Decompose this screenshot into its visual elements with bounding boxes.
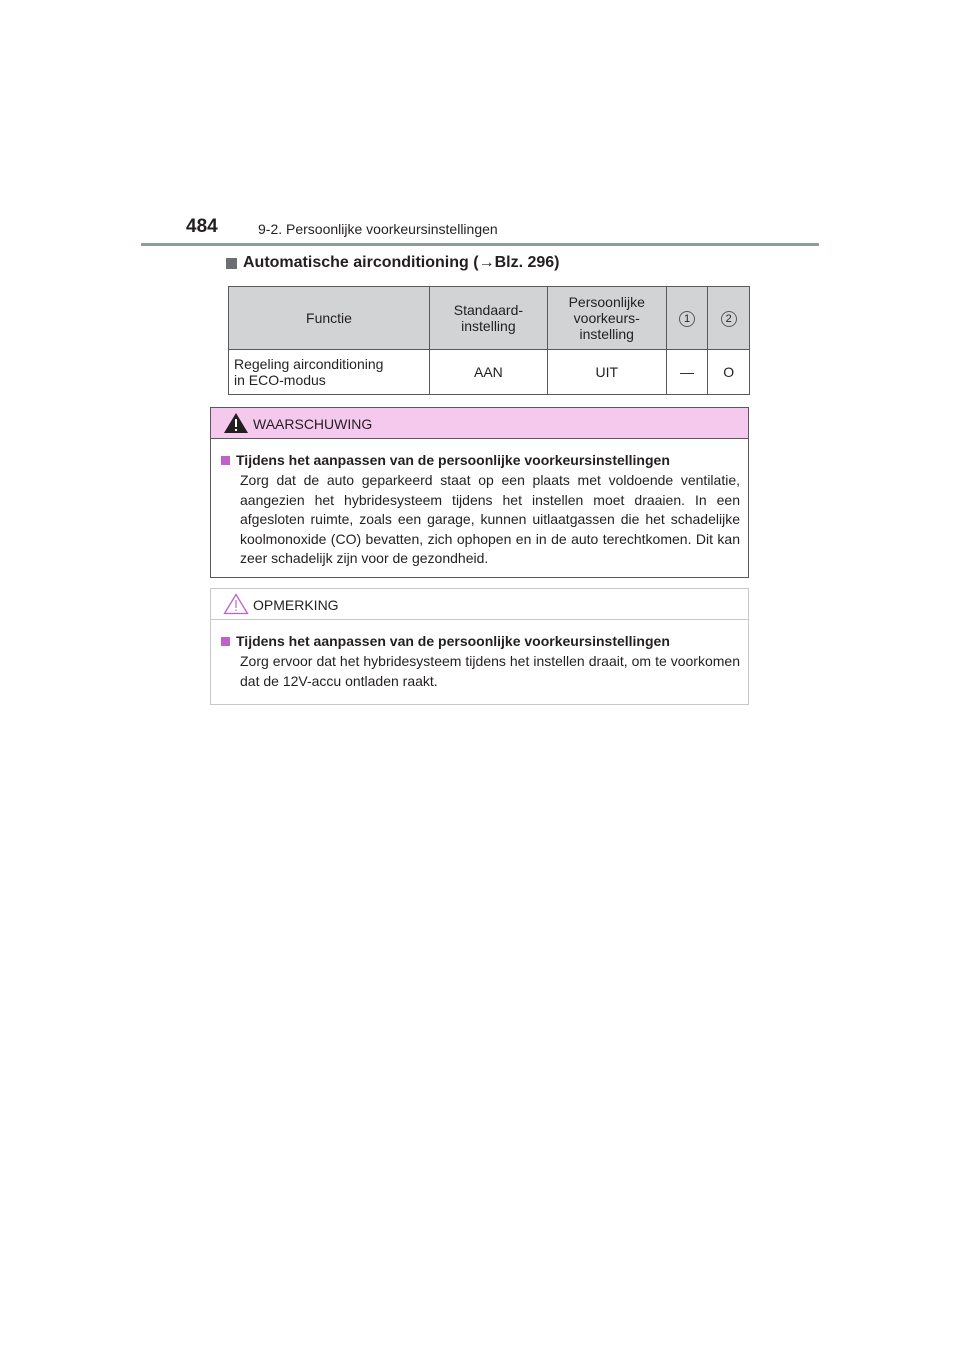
warning-box bbox=[210, 407, 749, 578]
note-header bbox=[211, 589, 748, 620]
warning-item-title-text: Tijdens het aanpassen van de persoonlijke voorkeursinstellingen bbox=[236, 452, 670, 468]
warning-item-title bbox=[221, 452, 740, 468]
section-title: 9-2. Persoonlijke voorkeursinstellingen bbox=[258, 221, 498, 237]
note-label: OPMERKING bbox=[253, 597, 339, 613]
cell-col-1: — bbox=[666, 350, 708, 395]
function-line-2: in ECO-modus bbox=[234, 372, 326, 388]
warning-body bbox=[211, 439, 748, 569]
warning-triangle-icon bbox=[223, 412, 249, 434]
cell-default: AAN bbox=[430, 350, 548, 395]
header-persoonlijk: Persoonlijke voorkeurs-instelling bbox=[547, 287, 666, 350]
table-row bbox=[229, 350, 750, 395]
note-item-text: Zorg ervoor dat het hybridesysteem tijdens het instellen draait, om te voorkomen dat de 12V-accu ontladen raakt. bbox=[240, 653, 740, 689]
warning-header bbox=[211, 408, 748, 439]
header-standaard: Standaard-instelling bbox=[430, 287, 548, 350]
settings-table bbox=[228, 286, 750, 395]
square-bullet-icon bbox=[226, 258, 237, 269]
note-body bbox=[211, 620, 748, 691]
caution-triangle-icon bbox=[223, 593, 249, 615]
subsection-title: Automatische airconditioning (→Blz. 296) bbox=[243, 254, 560, 271]
warning-label: WAARSCHUWING bbox=[253, 416, 373, 432]
header-rule bbox=[141, 243, 819, 246]
cell-personal: UIT bbox=[547, 350, 666, 395]
header-col-1 bbox=[666, 287, 708, 350]
header-col-2 bbox=[708, 287, 750, 350]
circled-1-icon: 1 bbox=[679, 311, 695, 327]
table-header-row bbox=[229, 287, 750, 350]
warning-item-text: Zorg dat de auto geparkeerd staat op een plaats met voldoende ventilatie, aangezien het hybridesysteem tijdens het instellen moet draaien. In een afgesloten ruimte, zoals een garage, kunnen uitlaatgassen die het schadelijke koolmonoxide (CO) bevatten, zich ophopen en in de auto terechtkomen. Dit kan zeer schadelijk zijn voor de gezondheid. bbox=[240, 472, 740, 566]
note-item-title bbox=[221, 633, 740, 649]
pink-bullet-icon bbox=[221, 637, 230, 646]
cell-function bbox=[229, 350, 430, 395]
page-number: 484 bbox=[186, 216, 218, 237]
header-functie: Functie bbox=[229, 287, 430, 350]
subsection-heading bbox=[226, 254, 559, 272]
note-item-title-text: Tijdens het aanpassen van de persoonlijke voorkeursinstellingen bbox=[236, 633, 670, 649]
function-line-1: Regeling airconditioning bbox=[234, 356, 384, 372]
note-box bbox=[210, 588, 749, 705]
pink-bullet-icon bbox=[221, 456, 230, 465]
circled-2-icon: 2 bbox=[721, 311, 737, 327]
cell-col-2: O bbox=[708, 350, 750, 395]
